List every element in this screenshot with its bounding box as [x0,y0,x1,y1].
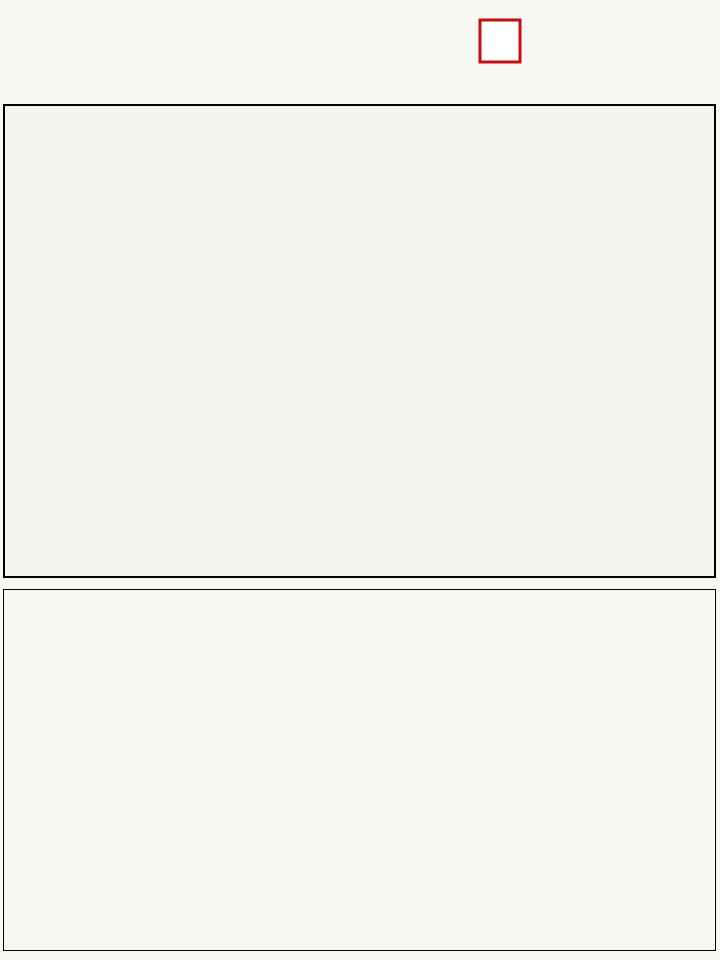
seal-icon [480,20,520,62]
chart-grid [3,104,716,578]
logo [478,8,708,66]
year-grid [3,589,716,951]
